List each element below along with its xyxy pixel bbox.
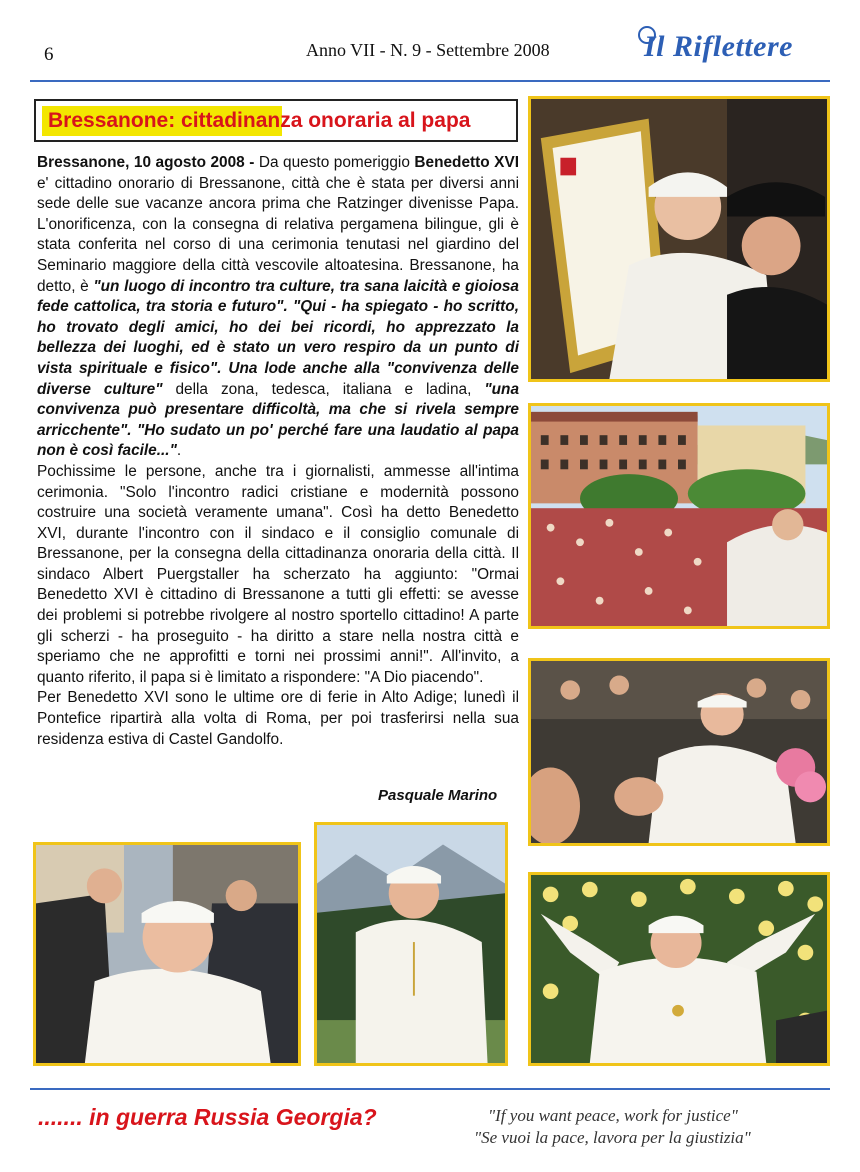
article-body — [37, 153, 519, 750]
article-title: Bressanone: cittadinanza onoraria al papa — [48, 109, 471, 132]
article-title-box — [34, 99, 518, 142]
article-paragraph-2: Pochissime le persone, anche tra i giornalisti, ammesse all'intima cerimonia. "Solo l'incontro radici cristiane e modernità possono costruire una società veramente umana". Così ha detto Benedetto XVI, durante l'incontro con il sindaco e il consiglio comunale di Bressanone, per la consegna della cittadinanza onoraria della città. Il sindaco Albert Puergstaller ha scherzato ha aggiunto: "Ormai Benedetto XVI è cittadino di Bressanone a tutti gli effetti: se avesse dei problemi si potrebbe rivolgere al nostro sportello cittadino! A parte gli scherzi - ha proseguito - ha diritto a stare nella nostra città e speriamo che ne approfitti e torni nei prossimi anni!". All'invito, a quanto riferito, il papa si è limitato a rispondere: "A Dio piacendo". — [37, 462, 519, 686]
quote-english: "If you want peace, work for justice" — [488, 1106, 738, 1125]
issue-line: Anno VII - N. 9 - Settembre 2008 — [306, 40, 550, 60]
bottom-divider — [30, 1088, 830, 1090]
photo-pope-mountains — [314, 822, 508, 1066]
photo-pope-walking-security — [33, 842, 301, 1066]
dateline: Bressanone, 10 agosto 2008 - — [37, 154, 259, 171]
text-run: della zona, tedesca, italiana e ladina, — [162, 380, 485, 398]
page-number: 6 — [44, 44, 54, 65]
article-paragraph-1 — [37, 153, 519, 462]
photo-pope-parchment — [528, 96, 830, 382]
photo-pope-arms-raised — [528, 872, 830, 1066]
masthead-title: Il Riflettere — [644, 30, 793, 63]
photo-pope-greeting — [528, 658, 830, 846]
text-run: e' cittadino onorario di Bressanone, città che è stata per diversi anni sede delle sue vacanze ancora prima che Ratzinger divenisse Papa. L'onorificenza, con la consegna di relativa pergamena bilingue, gli è stata conferita nel corso di una cerimonia tenutasi nel giardino del Seminario maggiore della città vescovile altoatesina. Bressanone, ha detto, è — [37, 174, 519, 295]
footer-headline: ....... in guerra Russia Georgia? — [38, 1104, 377, 1130]
text-run: . — [176, 442, 182, 460]
photo-crowd-square — [528, 403, 830, 629]
article-paragraph-3: Per Benedetto XVI sono le ultime ore di ferie in Alto Adige; lunedì il Pontefice ripartirà alla volta di Roma, per poi trasferirsi nella sua residenza estiva di Castel Gandolfo. — [37, 689, 519, 748]
author-byline: Pasquale Marino — [378, 787, 498, 804]
text-run: Da questo pomeriggio — [258, 154, 415, 171]
pope-name: Benedetto XVI — [414, 154, 519, 171]
quote-run: "una convivenza può presentare difficoltà, ma che si rivela sempre arricchente". "Ho sudato un po' perché fare una laudatio al papa non è così facile..." — [37, 380, 520, 460]
quote-run: "un luogo di incontro tra culture, tra sana laicità e gioiosa fede cattolica, tra storia e futuro". "Qui - ha spiegato - ho scritto, ho trovato degli amici, ho dei bei ricordi, ho apprezzato la bellezza dei luoghi, ed è stato un vero respiro da un punto di vista spirituale e fisico". Una lode anche alla "convivenza delle diverse culture" — [37, 277, 519, 398]
top-divider — [30, 80, 830, 82]
quote-italian: "Se vuoi la pace, lavora per la giustizia" — [474, 1128, 751, 1147]
masthead-logo — [636, 24, 836, 74]
